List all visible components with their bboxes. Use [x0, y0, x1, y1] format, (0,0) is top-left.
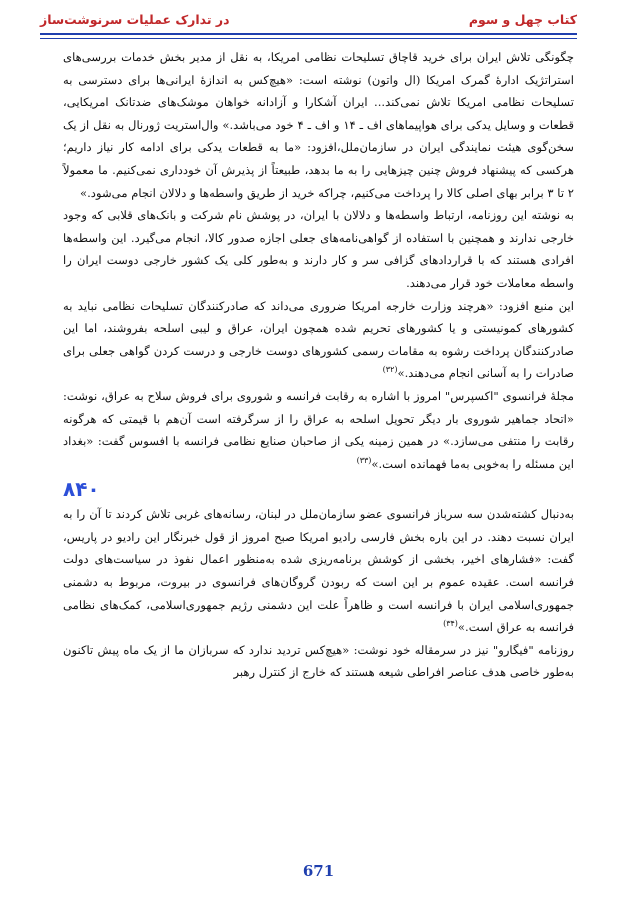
page-body — [63, 46, 574, 684]
running-header — [40, 8, 577, 30]
entry-number: ۸۴۰ — [63, 477, 100, 502]
paragraph-1: چگونگی تلاش ایران برای خرید قاچاق تسلیحات نظامی امریکا، به نقل از مدیر بخش خدمات بررسی‌های استراتژیک ادارهٔ گمرک امریکا (ال واتون) نوشته است: «هیچ‌کس به اندازهٔ ایرانی‌ها برای دسترسی به تسلیحات نظامی امریکا تلاش نمی‌کند... ایران آشکارا و آزادانه خواهان موشک‌های ضدتانک امریکایی، قطعات و وسایل یدکی برای هواپیماهای اف ـ ۱۴ و اف ـ ۴ خود می‌باشد.» وال‌استریت ژورنال به نقل از یک سخن‌گوی هیئت نمایندگی ایران در سازمان‌ملل،افزود: «ما به قطعات یدکی برای ادامه کار نیاز داریم؛ هرکسی که پیشنهاد فروش چنین چیزهایی را به ما بدهد، طبیعتاً از پذیرش آن خودداری نمی‌کنیم. ما معمولاً ۲ تا ۳ برابر بهای اصلی کالا را پرداخت می‌کنیم، چراکه خرید از طریق واسطه‌ها و دلالان انجام می‌شود.» — [63, 50, 574, 200]
section-title: در تدارک عملیات سرنوشت‌ساز — [40, 11, 230, 27]
paragraph-2: به نوشته این روزنامه، ارتباط واسطه‌ها و دلالان با ایران، در پوشش نام شرکت و بانک‌های قلابی که وجود خارجی ندارند و همچنین با استفاده از گواهی‌نامه‌های جعلی اجازه صدور کالا، انجام می‌گیرد. این واسطه‌ها افرادی هستند که با قراردادهای گزافی سر و کار دارند و به‌طور کلی یک کشور خارجی دوست ایران را واسطه معاملات خود قرار می‌دهند. — [63, 208, 574, 290]
header-rule-thick — [40, 33, 577, 35]
paragraph-5: به‌دنبال کشته‌شدن سه سرباز فرانسوی عضو سازمان‌ملل در لبنان، رسانه‌های غربی تلاش کردند تا آن را به ایران نسبت دهند. در این باره بخش فارسی رادیو امریکا صبح امروز از قول خبرنگار این رادیو در پاریس، گفت: «فشارهای اخیر، بخشی از کوشش برنامه‌ریزی شده به‌منظور اعمال نفوذ در سیاست‌های دولت فرانسه است. عقیده عموم بر این است که ربودن گروگان‌های فرانسوی در بیروت، مربوط به دشمنی جمهوری‌اسلامی ایران با فرانسه است و ظاهراً علت این دشمنی رژیم جمهوری‌اسلامی، کمک‌های نظامی فرانسه به عراق است.»$^{(۳۴)}$ — [63, 507, 574, 635]
paragraph-4: مجلهٔ فرانسوی "اکسپرس" امروز با اشاره به رقابت فرانسه و شوروی برای فروش سلاح به عراق، نوشت: «اتحاد جماهیر شوروی بار دیگر تحویل اسلحه به عراق را از سرگرفته است آن‌هم با قیمتی که هرگونه رقابت را منتفی می‌سازد.» در همین زمینه یکی از صاحبان صنایع نظامی فرانسه با افسوس گفت: «بغداد این مسئله را به‌خوبی به‌ما فهمانده است.»$^{(۳۳)}$ — [63, 388, 574, 471]
paragraph-6: روزنامه "فیگارو" نیز در سرمقاله خود نوشت: «هیچ‌کس تردید ندارد که سربازان ما از یک ماه پیش تاکنون به‌طور خاصی هدف عناصر افراطی شیعه هستند که خارج از کنترل رهبر — [63, 642, 574, 680]
footnote-ref-34: (۳۴) — [443, 619, 458, 629]
paragraph-3: این منبع افزود: «هرچند وزارت خارجه امریکا ضروری می‌داند که صادرکنندگان تسلیحات نظامی نباید به کشورهای کمونیستی و یا کشورهای تحریم شده همچون ایران، عراق و لیبی اسلحه بفروشند، اما این صادرکنندگان پرداخت رشوه به مقامات رسمی کشورهای دوست خارجی و درست کردن گواهی جعلی برای صادرات را به آسانی انجام می‌دهند.»$^{(۳۲)}$ — [63, 298, 574, 381]
book-title: کتاب چهل و سوم — [468, 11, 577, 27]
footnote-ref-32: (۳۲) — [382, 365, 398, 375]
footnote-ref-33: (۳۳) — [356, 455, 372, 465]
page-number: 671 — [302, 862, 335, 880]
header-rule-thin — [40, 38, 577, 39]
